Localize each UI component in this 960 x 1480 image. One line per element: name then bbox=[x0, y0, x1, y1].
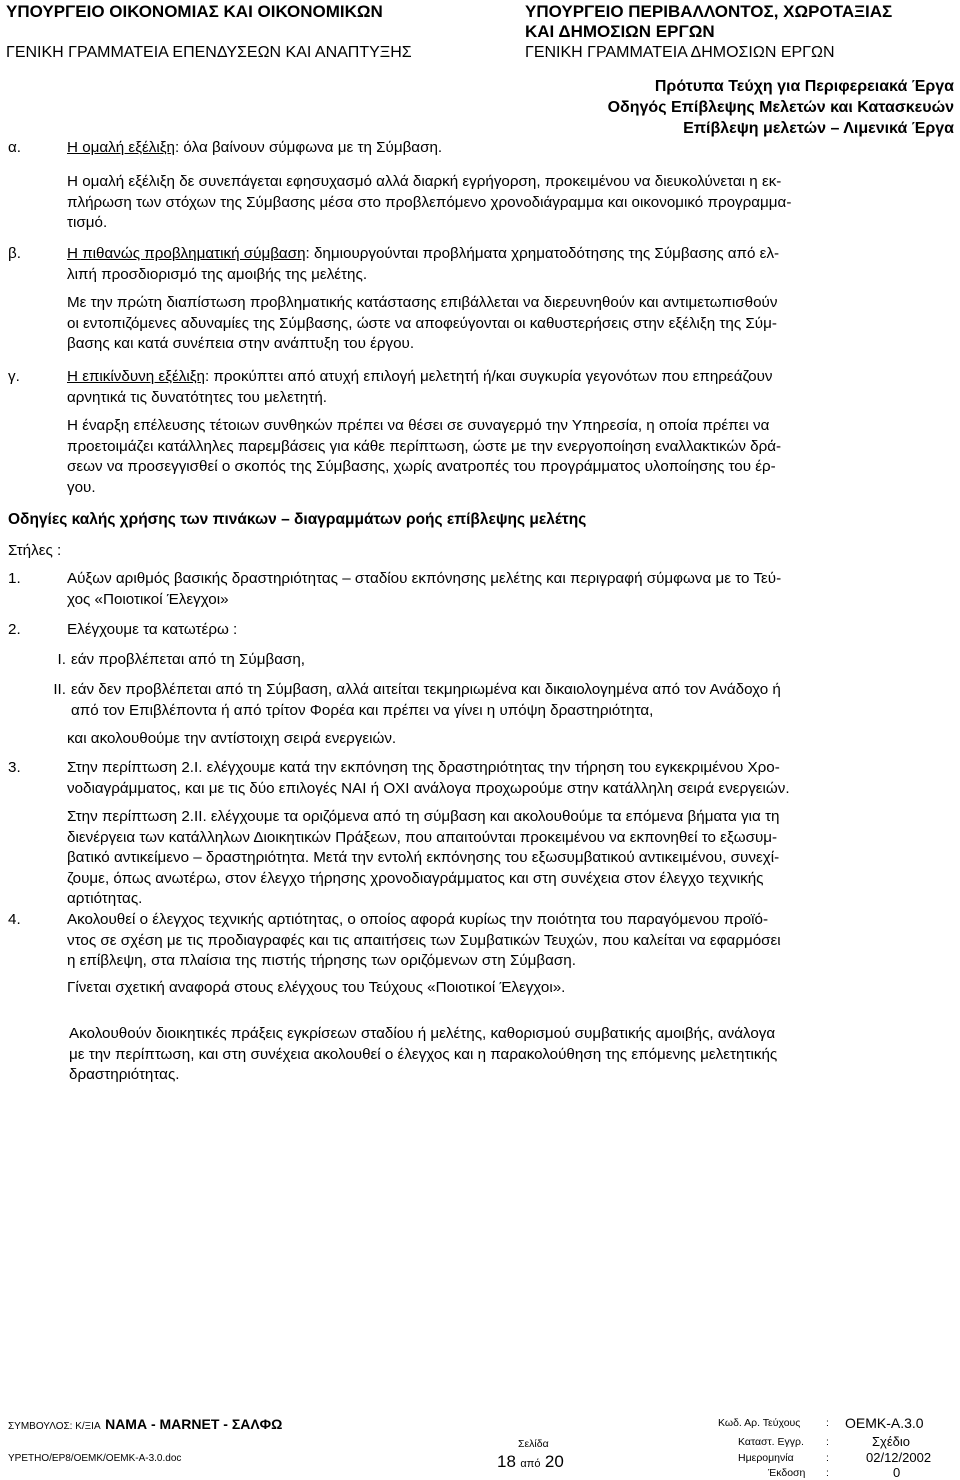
alpha-text-line: Η ομαλή εξέλιξη δε συνεπάγεται εφησυχασμό αλλά διαρκή εγρήγορση, προκειμένου να διευκολύνεται η εκ- bbox=[67, 173, 782, 190]
footer-page-total: 20 bbox=[544, 1452, 564, 1471]
footer-colon: : bbox=[826, 1467, 829, 1479]
item1-line: χος «Ποιοτικοί Έλεγχοι» bbox=[67, 590, 229, 608]
header-right-ministry-1: ΥΠΟΥΡΓΕΙΟ ΠΕΡΙΒΑΛΛΟΝΤΟΣ, ΧΩΡΟΤΑΞΙΑΣ bbox=[525, 2, 893, 21]
footer-consultants bbox=[8, 1416, 282, 1435]
item4-paragraph bbox=[67, 910, 955, 972]
alpha-heading: Η ομαλή εξέλιξη bbox=[67, 139, 175, 156]
item4-line: Ακολουθεί ο έλεγχος τεχνικής αρτιότητας, ο οποίος αφορά κυρίως την ποιότητα του παραγόμενου προϊό- bbox=[67, 911, 769, 928]
item2-sub1-marker: I. bbox=[57, 651, 66, 668]
footer-colon: : bbox=[826, 1452, 829, 1464]
beta-text-line: βασης και κατά συνέπεια στην ανάπτυξη του έργου. bbox=[67, 335, 415, 352]
alpha-text-line: τισμό. bbox=[67, 214, 108, 231]
item3-line: νοδιαγράμματος, και με τις δύο επιλογές ΝΑΙ ή ΟΧΙ ανάλογα προχωρούμε στην κατάλληλη σειρά ενεργειών. bbox=[67, 779, 790, 797]
item2-marker: 2. bbox=[8, 621, 21, 638]
footer-colon: : bbox=[826, 1436, 829, 1448]
footer-status-label: Καταστ. Εγγρ. bbox=[738, 1436, 804, 1448]
footer-page-current: 18 bbox=[497, 1452, 516, 1471]
item3-paragraph bbox=[67, 758, 955, 799]
doc-title-3: Επίβλεψη μελετών – Λιμενικά Έργα bbox=[683, 120, 954, 137]
item4-paragraph-3 bbox=[69, 1024, 955, 1086]
item4-p3-line: με την περίπτωση, και στη συνέχεια ακολουθεί ο έλεγχος και η παρακολούθηση της επόμενης μελετητικής bbox=[69, 1045, 778, 1063]
alpha-heading-line bbox=[67, 138, 442, 159]
footer-file-path: ΥΡΕΤΗΟ/ΕΡ8/ΟΕΜΚ/ΟΕΜΚ-Α-3.0.doc bbox=[8, 1453, 182, 1464]
item2-sub2-line: εάν δεν προβλέπεται από τη Σύμβαση, αλλά αιτείται τεκμηριωμένα και δικαιολογημένα από τον Ανάδοχο ή bbox=[71, 681, 781, 698]
footer-colon: : bbox=[826, 1417, 829, 1429]
beta-heading-rest: : δημιουργούνται προβλήματα χρηματοδότησης της Σύμβασης από ελ- bbox=[305, 245, 780, 262]
gamma-marker: γ. bbox=[8, 368, 20, 385]
header-left-secretariat: ΓΕΝΙΚΗ ΓΡΑΜΜΑΤΕΙΑ ΕΠΕΝΔΥΣΕΩΝ ΚΑΙ ΑΝΑΠΤΥΞΗΣ bbox=[6, 44, 412, 61]
doc-title-2: Οδηγός Επίβλεψης Μελετών και Κατασκευών bbox=[607, 99, 954, 116]
footer-edition-label: Έκδοση bbox=[768, 1467, 806, 1479]
item2-follow: και ακολουθούμε την αντίστοιχη σειρά ενεργειών. bbox=[67, 730, 397, 747]
alpha-paragraph bbox=[67, 172, 955, 234]
item4-marker: 4. bbox=[8, 911, 21, 928]
item4-p3-line: δραστηριότητας. bbox=[69, 1066, 180, 1083]
item4-line: ντος σε σχέση με τις προδιαγραφές και τις απαιτήσεις των Συμβατικών Τευχών, που καλείται να εφαρμόσει bbox=[67, 931, 781, 949]
gamma-text-line: σεων να προσεγγισθεί ο σκοπός της Σύμβασης, χωρίς ανατροπές του προγράμματος υλοποίησης του έρ- bbox=[67, 458, 776, 475]
item1-line: Αύξων αριθμός βασικής δραστηριότητας – σταδίου εκπόνησης μελέτης και περιγραφή σύμφωνα με το Τεύ- bbox=[67, 570, 782, 587]
alpha-text-line: πλήρωση των στόχων της Σύμβασης μέσα στο προβλεπόμενο χρονοδιάγραμμα και οικονομικό προγραμμα- bbox=[67, 193, 792, 211]
item2-sub2-line: από τον Επιβλέποντα ή από τρίτον Φορέα και πρέπει να γίνει η υπόψη δραστηριότητα, bbox=[71, 701, 654, 719]
item2-line: Ελέγχουμε τα κατωτέρω : bbox=[67, 621, 238, 638]
item4-paragraph-2: Γίνεται σχετική αναφορά στους ελέγχους του Τεύχους «Ποιοτικοί Έλεγχοι». bbox=[67, 979, 566, 996]
item3-p2-line: βατικό αντικείμενο – δραστηριότητα. Μετά την εντολή εκπόνησης του εξωσυμβατικού αντικειμένου, συνεχί- bbox=[67, 849, 780, 866]
beta-marker: β. bbox=[8, 245, 21, 262]
beta-paragraph bbox=[67, 293, 955, 355]
item1-marker: 1. bbox=[8, 570, 21, 587]
footer-date-value: 02/12/2002 bbox=[866, 1450, 932, 1465]
item3-p2-line: διενέργεια των κατάλληλων Διοικητικών Πράξεων, που απαιτούνται προκειμένου να εκπονηθεί το εξωσυμ- bbox=[67, 828, 778, 846]
gamma-text-line: γου. bbox=[67, 478, 96, 496]
section-title: Οδηγίες καλής χρήσης των πινάκων – διαγραμμάτων ροής επίβλεψης μελέτης bbox=[8, 511, 587, 528]
gamma-heading: Η επικίνδυνη εξέλιξη bbox=[67, 368, 205, 385]
item4-p3-line: Ακολουθούν διοικητικές πράξεις εγκρίσεων σταδίου ή μελέτης, καθορισμού συμβατικής αμοιβής, ανάλογα bbox=[69, 1025, 776, 1042]
gamma-paragraph bbox=[67, 416, 955, 498]
alpha-heading-rest: : όλα βαίνουν σύμφωνα με τη Σύμβαση. bbox=[174, 139, 443, 156]
gamma-heading-para bbox=[67, 367, 955, 408]
footer-edition-value: 0 bbox=[893, 1465, 901, 1480]
beta-heading: Η πιθανώς προβληματική σύμβαση bbox=[67, 245, 306, 262]
item1-paragraph bbox=[67, 569, 955, 610]
item3-marker: 3. bbox=[8, 759, 21, 776]
beta-heading-rest-2: λιπή προσδιορισμό της αμοιβής της μελέτης. bbox=[67, 265, 368, 283]
gamma-text-line: Η έναρξη επέλευσης τέτοιων συνθηκών πρέπει να θέσει σε συναγερμό την Υπηρεσία, η οποία πρέπει να bbox=[67, 417, 770, 434]
footer-code-value: ΟΕΜΚ-Α.3.0 bbox=[845, 1415, 924, 1431]
beta-heading-para bbox=[67, 244, 955, 285]
item4-line: η επίβλεψη, στα πλαίσια της πιστής τήρησης των οριζόμενων στη Σύμβαση. bbox=[67, 952, 576, 969]
beta-text-line: οι εντοπιζόμενες αδυναμίες της Σύμβασης, ώστε να αποφεύγονται οι καθυστερήσεις στην εξέλιξη της Σύμ- bbox=[67, 314, 777, 332]
gamma-text-line: προετοιμάζει κατάλληλες παρεμβάσεις για κάθε περίπτωση, ώστε με την ενεργοποίηση εναλλακτικών δρά- bbox=[67, 437, 782, 455]
item2-sub2 bbox=[71, 680, 955, 721]
footer-page-number bbox=[497, 1451, 564, 1475]
header-right-ministry-2: ΚΑΙ ΔΗΜΟΣΙΩΝ ΕΡΓΩΝ bbox=[525, 22, 715, 41]
gamma-heading-rest: : προκύπτει από ατυχή επιλογή μελετητή ή/και συγκυρία γεγονότων που επηρεάζουν bbox=[204, 368, 773, 385]
footer-page-of: από bbox=[520, 1458, 541, 1470]
header-right-secretariat: ΓΕΝΙΚΗ ΓΡΑΜΜΑΤΕΙΑ ΔΗΜΟΣΙΩΝ ΕΡΓΩΝ bbox=[525, 44, 835, 61]
footer-consultants-label: ΣΥΜΒΟΥΛΟΣ: Κ/ΞΙΑ bbox=[8, 1421, 101, 1432]
alpha-marker: α. bbox=[8, 139, 21, 156]
footer-page-label: Σελίδα bbox=[518, 1438, 549, 1450]
footer-date-label: Ημερομηνία bbox=[738, 1452, 794, 1464]
item2-sub2-marker: II. bbox=[53, 681, 66, 698]
item3-p2-line: ζουμε, όπως ανωτέρω, στον έλεγχο τήρησης χρονοδιαγράμματος και στη συνέχεια στον έλεγχο τεχνικής bbox=[67, 869, 764, 887]
columns-label: Στήλες : bbox=[8, 542, 62, 559]
footer-status-value: Σχέδιο bbox=[872, 1434, 911, 1449]
header-left-ministry: ΥΠΟΥΡΓΕΙΟ ΟΙΚΟΝΟΜΙΑΣ ΚΑΙ ΟΙΚΟΝΟΜΙΚΩΝ bbox=[6, 2, 383, 21]
footer-consultants-value: ΝΑΜΑ - ΜΑRΝΕΤ - ΣΑΛΦΩ bbox=[105, 1416, 283, 1432]
item2-sub1: εάν προβλέπεται από τη Σύμβαση, bbox=[71, 651, 306, 668]
doc-title-1: Πρότυπα Τεύχη για Περιφερειακά Έργα bbox=[654, 78, 954, 95]
item3-p2-line: Στην περίπτωση 2.ΙΙ. ελέγχουμε τα οριζόμενα από τη σύμβαση και ακολουθούμε τα επόμενα βήματα για τη bbox=[67, 808, 780, 825]
item3-paragraph-2 bbox=[67, 807, 955, 910]
footer-code-label: Κωδ. Αρ. Τεύχους bbox=[718, 1417, 801, 1429]
beta-text-line: Με την πρώτη διαπίστωση προβληματικής κατάστασης επιβάλλεται να διερευνηθούν και αντιμετωπισθούν bbox=[67, 294, 778, 311]
gamma-heading-rest-2: αρνητικά τις δυνατότητες του μελετητή. bbox=[67, 388, 328, 406]
item3-p2-line: αρτιότητας. bbox=[67, 890, 143, 907]
item3-line: Στην περίπτωση 2.Ι. ελέγχουμε κατά την εκπόνηση της δραστηριότητας την τήρηση του εγκεκριμένου Χρο- bbox=[67, 759, 780, 776]
